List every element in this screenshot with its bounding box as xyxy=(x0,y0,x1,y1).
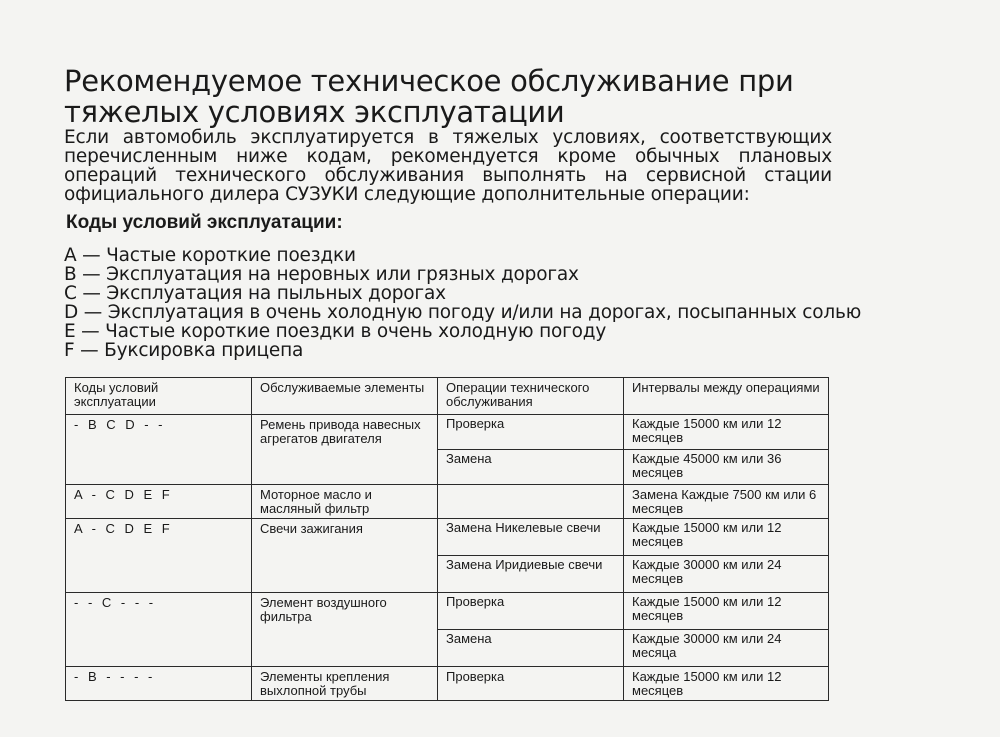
operation-value: Замена Иридиевые свечи xyxy=(438,555,623,592)
interval-cell xyxy=(624,593,829,667)
interval-value: Каждые 30000 км или 24 месяца xyxy=(624,629,828,666)
code-cell: - B C D - - xyxy=(66,415,252,485)
interval-cell xyxy=(624,519,829,593)
operation-value: Замена Никелевые свечи xyxy=(446,520,601,535)
operation-cell xyxy=(438,519,624,593)
code-cell: A - C D E F xyxy=(66,519,252,593)
operation-cell xyxy=(438,485,624,519)
item-cell: Ремень привода навесных агрегатов двигателя xyxy=(252,415,438,485)
interval-value: Каждые 30000 км или 24 месяцев xyxy=(624,555,828,592)
header-operations: Операции технического обслуживания xyxy=(438,378,624,415)
table-row xyxy=(66,415,829,485)
code-cell: - B - - - - xyxy=(66,667,252,701)
code-item-b: B — Эксплуатация на неровных или грязных дорогах xyxy=(64,264,579,285)
table-row xyxy=(66,667,829,701)
interval-value: Каждые 15000 км или 12 месяцев xyxy=(632,594,782,623)
code-cell: A - C D E F xyxy=(66,485,252,519)
table-header-row xyxy=(66,378,829,415)
interval-value: Каждые 15000 км или 12 месяцев xyxy=(632,520,782,549)
page-title: Рекомендуемое техническое обслуживание при тяжелых условиях эксплуатации xyxy=(64,64,794,129)
intro-paragraph: Если автомобиль эксплуатируется в тяжелых условиях, соответствующих перечисленным ниже кодам, рекомендуется кроме обычных плановых операций технического обслуживания выполнять на сервисной стации официального дилера СУЗУКИ следующие дополнительные операции: xyxy=(64,127,832,205)
interval-cell xyxy=(624,415,829,485)
table-row xyxy=(66,593,829,667)
item-cell: Элемент воздушного фильтра xyxy=(252,593,438,667)
header-items: Обслуживаемые элементы xyxy=(252,378,438,415)
code-item-d: D — Эксплуатация в очень холодную погоду и/или на дорогах, посыпанных солью xyxy=(64,302,862,323)
table-row xyxy=(66,519,829,593)
table-row xyxy=(66,485,829,519)
header-intervals: Интервалы между операциями xyxy=(624,378,829,415)
interval-cell: Замена Каждые 7500 км или 6 месяцев xyxy=(624,485,829,519)
item-cell: Свечи зажигания xyxy=(252,519,438,593)
code-item-c: C — Эксплуатация на пыльных дорогах xyxy=(64,283,446,304)
interval-value: Каждые 45000 км или 36 месяцев xyxy=(624,449,828,484)
operation-cell: Проверка xyxy=(438,667,624,701)
code-item-a: A — Частые короткие поездки xyxy=(64,245,356,266)
item-cell: Элементы крепления выхлопной трубы xyxy=(252,667,438,701)
operation-value: Проверка xyxy=(446,594,505,609)
item-cell: Моторное масло и масляный фильтр xyxy=(252,485,438,519)
code-item-e: E — Частые короткие поездки в очень холодную погоду xyxy=(64,321,607,342)
operation-value: Замена xyxy=(438,449,623,484)
header-codes: Коды условий эксплуатации xyxy=(66,378,252,415)
operation-cell xyxy=(438,415,624,485)
interval-cell: Каждые 15000 км или 12 месяцев xyxy=(624,667,829,701)
interval-value: Каждые 15000 км или 12 месяцев xyxy=(632,416,782,445)
code-cell: - - C - - - xyxy=(66,593,252,667)
operation-cell xyxy=(438,593,624,667)
codes-list xyxy=(64,246,864,360)
codes-heading: Коды условий эксплуатации: xyxy=(66,212,343,233)
code-item-f: F — Буксировка прицепа xyxy=(64,340,304,361)
operation-value: Проверка xyxy=(446,416,505,431)
operation-value: Замена xyxy=(438,629,623,666)
maintenance-table xyxy=(65,377,829,701)
